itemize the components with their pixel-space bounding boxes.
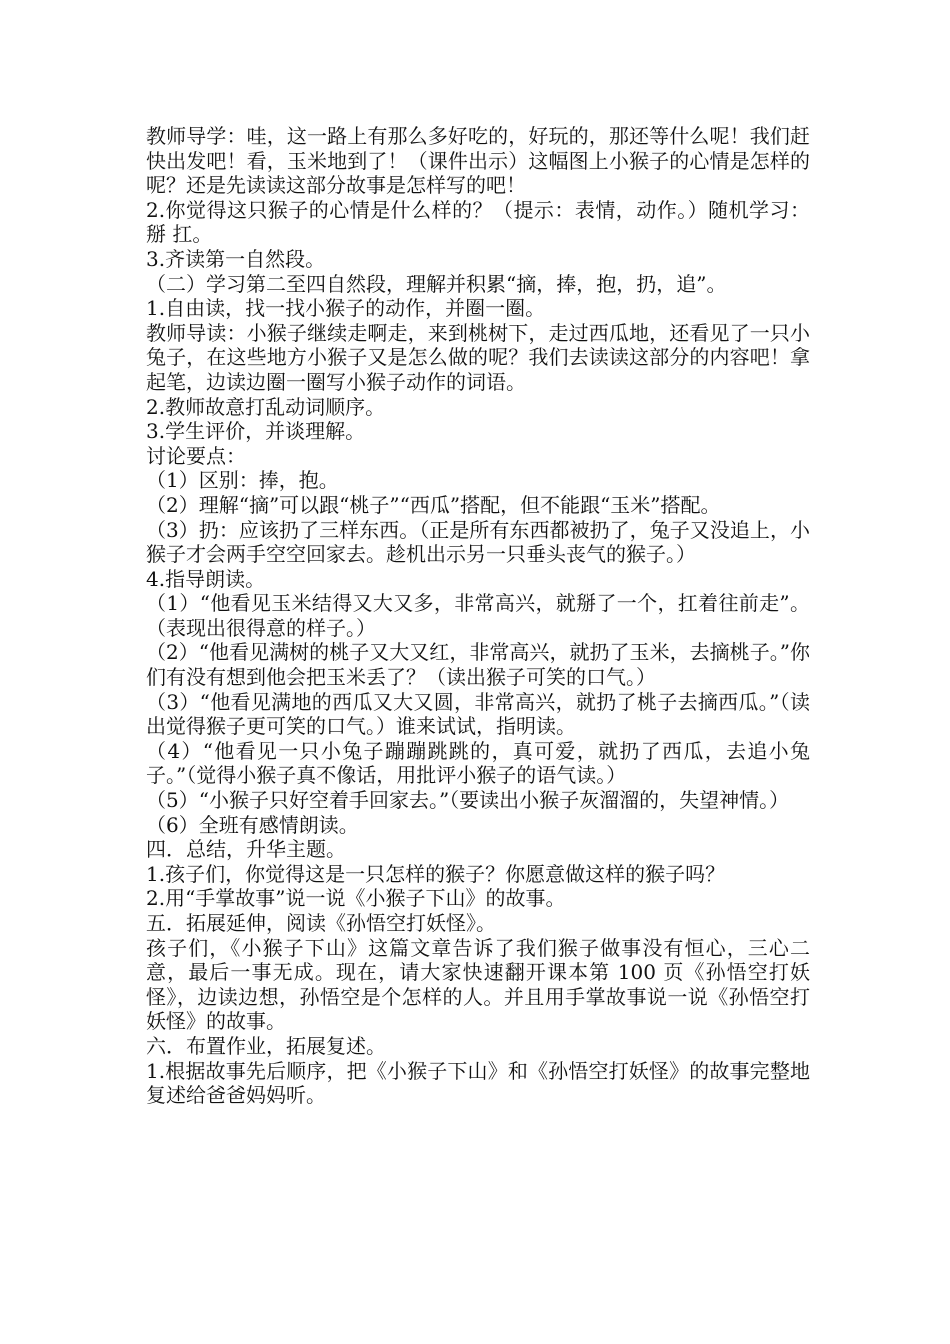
section-heading-two: （二）学习第二至四自然段，理解并积累“摘，捧，抱，扔，追”。 bbox=[146, 271, 727, 296]
section-heading-six: 六．布置作业，拓展复述。 bbox=[146, 1033, 386, 1058]
paragraph-summary-question: 1.孩子们，你觉得这是一只怎样的猴子？你愿意做这样的猴子吗？ bbox=[146, 861, 726, 886]
paragraph-free-reading: 1.自由读，找一找小猴子的动作，并圈一圈。 bbox=[146, 296, 546, 321]
section-heading-five: 五．拓展延伸，阅读《孙悟空打妖怪》。 bbox=[146, 911, 496, 935]
paragraph-teacher-guide: 教师导学：哇，这一路上有那么多好吃的，好玩的，那还等什么呢！我们赶快出发吧！看，玉米地到了！（课件出示）这幅图上小猴子的心情是怎样的呢？还是先读读这部分故事是怎样写的吧！ bbox=[146, 124, 810, 198]
paragraph-palm-story: 2.用“手掌故事”说一说《小猴子下山》的故事。 bbox=[146, 886, 566, 911]
reading-item-5: （5）“小猴子只好空着手回家去。”（要读出小猴子灰溜溜的，失望神情。） bbox=[146, 788, 790, 813]
document-body bbox=[146, 124, 810, 1108]
paragraph-read-first-section: 3.齐读第一自然段。 bbox=[146, 246, 326, 271]
paragraph-guided-reading: 4.指导朗读。 bbox=[146, 566, 266, 591]
paragraph-homework: 1.根据故事先后顺序，把《小猴子下山》和《孙悟空打妖怪》的故事完整地复述给爸爸妈妈听。 bbox=[146, 1058, 810, 1108]
reading-item-6: （6）全班有感情朗读。 bbox=[146, 812, 359, 837]
paragraph-student-evaluation: 3.学生评价，并谈理解。 bbox=[146, 419, 366, 444]
paragraph-discussion-points: 讨论要点： bbox=[146, 443, 246, 468]
paragraph-extension: 孩子们，《小猴子下山》这篇文章告诉了我们猴子做事没有恒心，三心二意，最后一事无成。现在，请大家快速翻开课本第 100 页《孙悟空打妖怪》，边读边想，孙悟空是个怎样的人。并且用手掌故事说一说《孙悟空打妖怪》的故事。 bbox=[146, 935, 810, 1034]
discussion-item-1: （1）区别：捧，抱。 bbox=[146, 468, 339, 493]
discussion-item-2: （2）理解“摘”可以跟“桃子”“西瓜”搭配，但不能跟“玉米”搭配。 bbox=[146, 492, 721, 517]
reading-item-1: （1）“他看见玉米结得又大又多，非常高兴，就掰了一个，扛着往前走”。（表现出很得意的样子。） bbox=[146, 591, 810, 640]
paragraph-question-mood: 2.你觉得这只猴子的心情是什么样的？（提示：表情，动作。）随机学习：掰 扛。 bbox=[146, 197, 810, 247]
reading-item-4: （4）“他看见一只小兔子蹦蹦跳跳的，真可爱，就扔了西瓜，去追小兔子。”（觉得小猴子真不像话，用批评小猴子的语气读。） bbox=[146, 738, 810, 788]
section-heading-four: 四．总结，升华主题。 bbox=[146, 837, 346, 862]
reading-item-2: （2）“他看见满树的桃子又大又红，非常高兴，就扔了玉米，去摘桃子。”你们有没有想到他会把玉米丢了？（读出猴子可笑的口气。） bbox=[146, 640, 810, 690]
paragraph-teacher-reading: 教师导读：小猴子继续走啊走，来到桃树下，走过西瓜地，还看见了一只小兔子，在这些地方小猴子又是怎么做的呢？我们去读读这部分的内容吧！拿起笔，边读边圈一圈写小猴子动作的词语。 bbox=[146, 320, 810, 394]
paragraph-verb-order: 2.教师故意打乱动词顺序。 bbox=[146, 394, 386, 419]
reading-item-3: （3）“他看见满地的西瓜又大又圆，非常高兴，就扔了桃子去摘西瓜。”（读出觉得猴子更可笑的口气。）谁来试试，指明读。 bbox=[146, 689, 810, 739]
discussion-item-3: （3）扔：应该扔了三样东西。（正是所有东西都被扔了，兔子又没追上，小猴子才会两手空空回家去。趁机出示另一只垂头丧气的猴子。） bbox=[146, 517, 810, 567]
